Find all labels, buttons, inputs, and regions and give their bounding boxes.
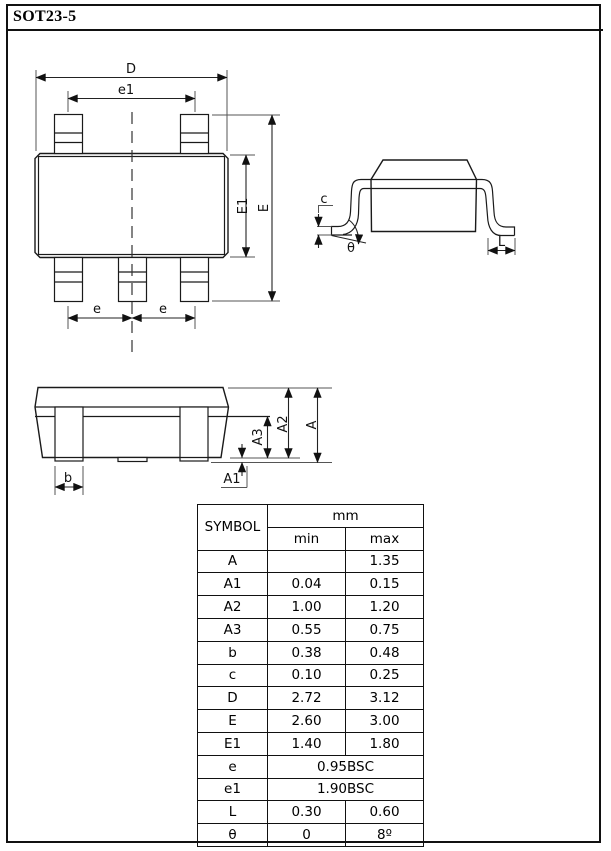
side-body-outline — [371, 160, 477, 232]
table-row — [198, 641, 424, 664]
table-cell: E — [198, 710, 268, 733]
front-leads — [55, 407, 208, 461]
table-row — [198, 550, 424, 573]
front-view — [35, 388, 332, 496]
table-row — [198, 687, 424, 710]
table-header-row-1 — [198, 505, 424, 528]
table-cell: 0.75 — [346, 618, 424, 641]
table-cell: 0.48 — [346, 641, 424, 664]
dimension-label-c: c — [320, 192, 328, 207]
dimension-label-L: L — [497, 235, 506, 250]
min-header: min — [268, 527, 346, 550]
dimension-label-A2: A2 — [276, 415, 291, 433]
table-cell: θ — [198, 824, 268, 847]
table-row — [198, 710, 424, 733]
table-cell: A3 — [198, 618, 268, 641]
dimension-label-E1: E1 — [236, 197, 251, 215]
table-cell: 2.72 — [268, 687, 346, 710]
table-row — [198, 732, 424, 755]
table-cell: A2 — [198, 596, 268, 619]
side-view — [317, 160, 515, 256]
table-cell: 0.60 — [346, 801, 424, 824]
table-cell: c — [198, 664, 268, 687]
b-dimension — [55, 466, 83, 495]
table-cell: E1 — [198, 732, 268, 755]
table-cell: b — [198, 641, 268, 664]
table-cell: 1.35 — [346, 550, 424, 573]
table-cell: 1.90BSC — [268, 778, 424, 801]
symbol-header: SYMBOL — [198, 505, 268, 551]
table-cell: 0.10 — [268, 664, 346, 687]
dimension-label-A: A — [305, 420, 320, 430]
top-view — [35, 62, 280, 356]
table-cell: 0.38 — [268, 641, 346, 664]
table-row — [198, 801, 424, 824]
dimension-label-E: E — [257, 203, 272, 213]
table-cell: 3.12 — [346, 687, 424, 710]
table-cell: 0.04 — [268, 573, 346, 596]
right-lead — [477, 180, 515, 236]
table-cell: 1.80 — [346, 732, 424, 755]
table-cell: A — [198, 550, 268, 573]
table-cell: 3.00 — [346, 710, 424, 733]
table-row — [198, 573, 424, 596]
table-cell: 0.95BSC — [268, 755, 424, 778]
table-cell: 8º — [346, 824, 424, 847]
c-dimension — [317, 192, 333, 248]
table-row — [198, 824, 424, 847]
table-cell: e1 — [198, 778, 268, 801]
table-cell: L — [198, 801, 268, 824]
dimension-label-A3: A3 — [251, 428, 266, 446]
unit-header: mm — [268, 505, 424, 528]
table-cell: 0.55 — [268, 618, 346, 641]
table-cell: 0 — [268, 824, 346, 847]
dimension-label-e1: e1 — [117, 83, 135, 98]
height-dimensions — [211, 388, 332, 488]
center-tab — [118, 458, 147, 462]
dimensions-table — [197, 504, 424, 847]
table-row — [198, 755, 424, 778]
dimension-label-b: b — [63, 471, 73, 486]
left-lead — [332, 180, 372, 236]
dimension-label-D: D — [125, 62, 137, 77]
table-cell: 1.20 — [346, 596, 424, 619]
dimension-label-A1: A1 — [223, 472, 241, 487]
theta-dimension — [332, 220, 367, 256]
table-cell: 2.60 — [268, 710, 346, 733]
dimension-label-theta: θ — [347, 241, 355, 256]
L-dimension — [488, 235, 515, 255]
table-row — [198, 596, 424, 619]
table-cell: 0.25 — [346, 664, 424, 687]
table-row — [198, 618, 424, 641]
dimension-label-e-right: e — [159, 302, 167, 317]
dimensions-table-body — [198, 550, 424, 846]
table-cell: A1 — [198, 573, 268, 596]
table-cell: e — [198, 755, 268, 778]
table-cell: 1.40 — [268, 732, 346, 755]
table-row — [198, 778, 424, 801]
table-cell: 0.15 — [346, 573, 424, 596]
table-cell: D — [198, 687, 268, 710]
page-title: SOT23-5 — [13, 8, 77, 25]
max-header: max — [346, 527, 424, 550]
table-cell — [268, 550, 346, 573]
dimension-label-e-left: e — [93, 302, 101, 317]
table-cell: 0.30 — [268, 801, 346, 824]
table-row — [198, 664, 424, 687]
table-cell: 1.00 — [268, 596, 346, 619]
